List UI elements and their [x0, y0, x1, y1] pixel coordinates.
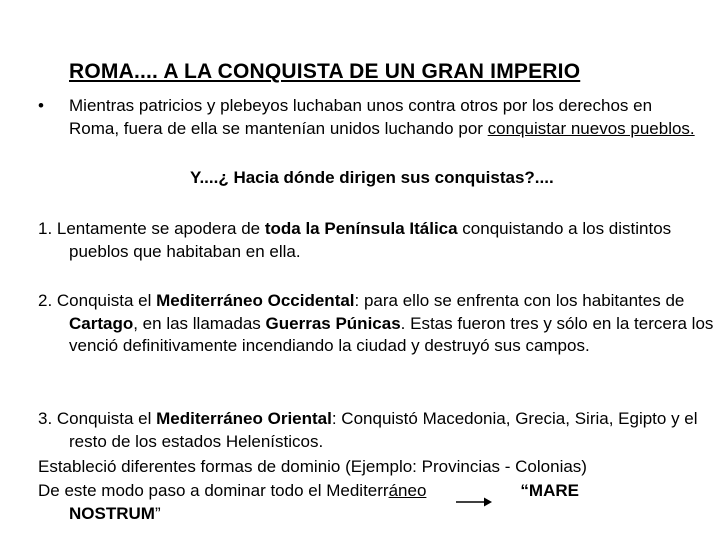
item-3-bold: Mediterráneo Oriental — [156, 409, 332, 428]
item-3 — [38, 408, 728, 453]
item-1-prefix: 1. Lentamente se apodera de — [38, 219, 265, 238]
item-1-suffix: conquistando a los distintos pueblos que habitaban en ella. — [69, 219, 672, 261]
line-5-prefix: De este modo paso a dominar todo el Mediterr — [38, 481, 389, 500]
item-2-prefix: 2. Conquista el — [38, 291, 157, 310]
item-2-mid-1: : para ello se enfrenta con los habitantes de — [354, 291, 685, 310]
closing-quote: ” — [154, 503, 161, 523]
arrow-icon — [456, 494, 492, 510]
item-1 — [38, 218, 728, 263]
item-2-suffix: . Estas fueron tres y sólo en la tercera los venció definitivamente incendiando la ciudad y destruyó sus campos. — [69, 313, 714, 355]
slide-title: ROMA.... A LA CONQUISTA DE UN GRAN IMPERIO — [69, 60, 581, 83]
line-4: Estableció diferentes formas de dominio (Ejemplo: Provincias - Colonias) — [38, 457, 587, 476]
item-2-bold-3: Guerras Púnicas — [265, 313, 401, 333]
mare-open: “MARE — [520, 481, 579, 500]
bullet-paragraph — [38, 95, 698, 140]
bullet-text — [69, 95, 698, 140]
bullet-mark: • — [38, 96, 44, 115]
line-5 — [38, 480, 728, 525]
item-2-bold-2: Cartago — [69, 313, 134, 333]
item-2-bold-1: Mediterráneo Occidental — [156, 291, 355, 310]
mare-close: NOSTRUM — [69, 503, 155, 523]
bullet-text-main: Mientras patricios y plebeyos luchaban unos contra otros por los derechos en Roma, fuera de ella se mantenían unidos luchando por — [69, 96, 653, 138]
item-1-bold: toda la Península Itálica — [264, 219, 458, 238]
item-2 — [38, 290, 728, 358]
item-3-prefix: 3. Conquista el — [38, 409, 157, 428]
line-5-underlined: áneo — [388, 481, 427, 500]
question-line: Y....¿ Hacia dónde dirigen sus conquistas?.... — [190, 168, 554, 187]
item-2-mid-2: , en las llamadas — [133, 313, 266, 333]
item-3-suffix: : Conquistó Macedonia, Grecia, Siria, Egipto y el resto de los estados Helenísticos. — [69, 409, 698, 451]
bullet-text-underlined: conquistar nuevos pueblos. — [487, 118, 695, 138]
